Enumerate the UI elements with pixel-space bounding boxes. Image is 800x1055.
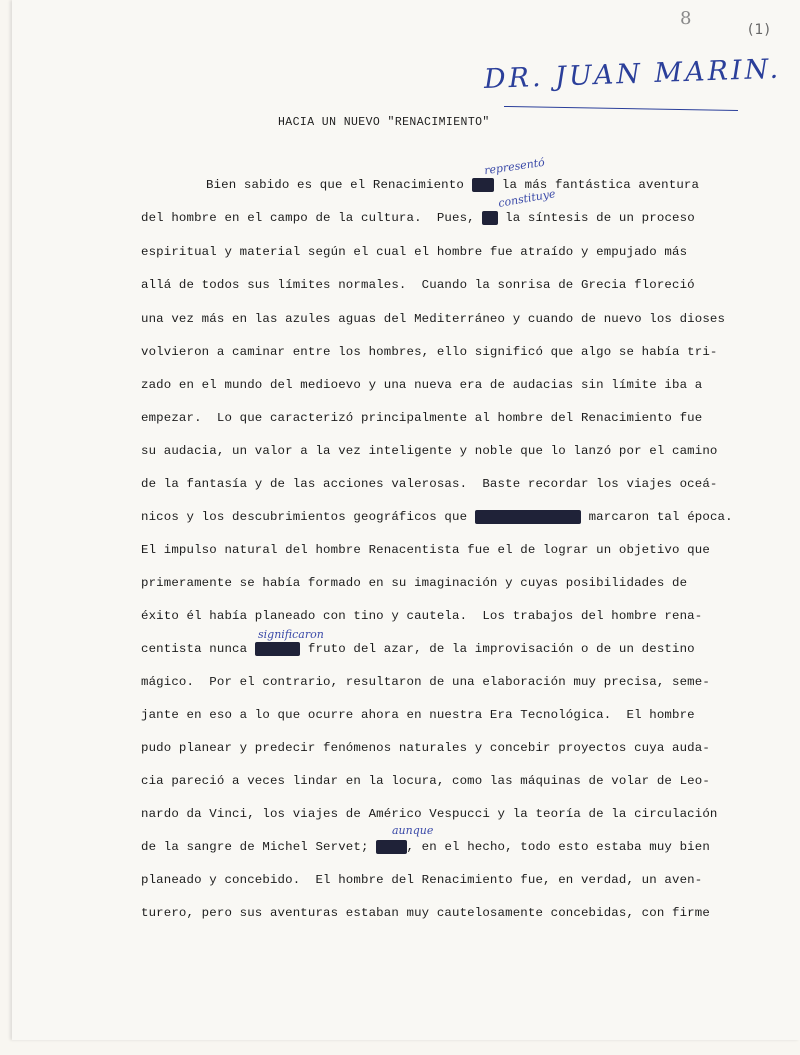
struck-word — [376, 840, 406, 854]
body-text: centista nunca — [141, 642, 248, 656]
folio-number: (1) — [748, 22, 771, 38]
body-line: espiritual y material según el cual el hombre fue atraído y empujado más — [141, 245, 688, 259]
body-line — [141, 840, 781, 854]
body-line: empezar. Lo que caracterizó principalmente al hombre del Renacimiento fue — [141, 411, 703, 425]
body-line — [206, 178, 786, 192]
body-line: El impulso natural del hombre Renacentista fue el de lograr un objetivo que — [141, 543, 710, 557]
body-text: fruto del azar, de la improvisación o de un destino — [307, 642, 695, 656]
body-line: allá de todos sus límites normales. Cuando la sonrisa de Grecia floreció — [141, 278, 695, 292]
annotation-aunque: aunque — [392, 824, 434, 837]
document-title: HACIA UN NUEVO "RENACIMIENTO" — [278, 116, 490, 129]
body-text: la más fantástica aventura — [501, 178, 700, 192]
body-text: de la sangre de Michel Servet; — [141, 840, 369, 854]
body-text: la síntesis de un proceso — [505, 211, 695, 225]
body-line: pudo planear y predecir fenómenos naturales y concebir proyectos cuya auda- — [141, 741, 710, 755]
body-line: de la fantasía y de las acciones valerosas. Baste recordar los viajes oceá- — [141, 477, 718, 491]
annotation-significaron: significaron — [258, 628, 324, 641]
body-text: marcaron tal época. — [588, 510, 733, 524]
body-line: turero, pero sus aventuras estaban muy cautelosamente concebidas, con firme — [141, 906, 710, 920]
struck-word — [475, 510, 581, 524]
body-line: mágico. Por el contrario, resultaron de una elaboración muy precisa, seme- — [141, 675, 710, 689]
body-line: su audacia, un valor a la vez inteligente y noble que lo lanzó por el camino — [141, 444, 718, 458]
body-text: Bien sabido es que el Renacimiento — [206, 178, 464, 192]
annotation-constituye: constituye — [497, 187, 557, 210]
body-line — [141, 510, 781, 524]
body-line: planeado y concebido. El hombre del Renacimiento fue, en verdad, un aven- — [141, 873, 703, 887]
struck-word — [472, 178, 495, 192]
body-line: nardo da Vinci, los viajes de Américo Vespucci y la teoría de la circulación — [141, 807, 718, 821]
struck-word — [255, 642, 301, 656]
body-line: volvieron a caminar entre los hombres, ello significó que algo se había tri- — [141, 345, 718, 359]
body-line: jante en eso a lo que ocurre ahora en nuestra Era Tecnológica. El hombre — [141, 708, 695, 722]
body-text: , en el hecho, todo esto estaba muy bien — [406, 840, 710, 854]
body-line: una vez más en las azules aguas del Mediterráneo y cuando de nuevo los dioses — [141, 312, 726, 326]
body-line: cia pareció a veces lindar en la locura, como las máquinas de volar de Leo- — [141, 774, 710, 788]
body-line — [141, 211, 781, 225]
body-text: nicos y los descubrimientos geográficos que — [141, 510, 468, 524]
body-line: éxito él había planeado con tino y cautela. Los trabajos del hombre rena- — [141, 609, 703, 623]
body-line: primeramente se había formado en su imaginación y cuyas posibilidades de — [141, 576, 688, 590]
author-handwritten: DR. JUAN MARIN. — [483, 53, 782, 95]
body-line: zado en el mundo del medioevo y una nueva era de audacias sin límite iba a — [141, 378, 703, 392]
annotation-represento: representó — [483, 155, 546, 178]
body-text: del hombre en el campo de la cultura. Pues, — [141, 211, 475, 225]
struck-word — [482, 211, 497, 225]
page-number: 8 — [680, 8, 692, 29]
body-line — [141, 642, 781, 656]
